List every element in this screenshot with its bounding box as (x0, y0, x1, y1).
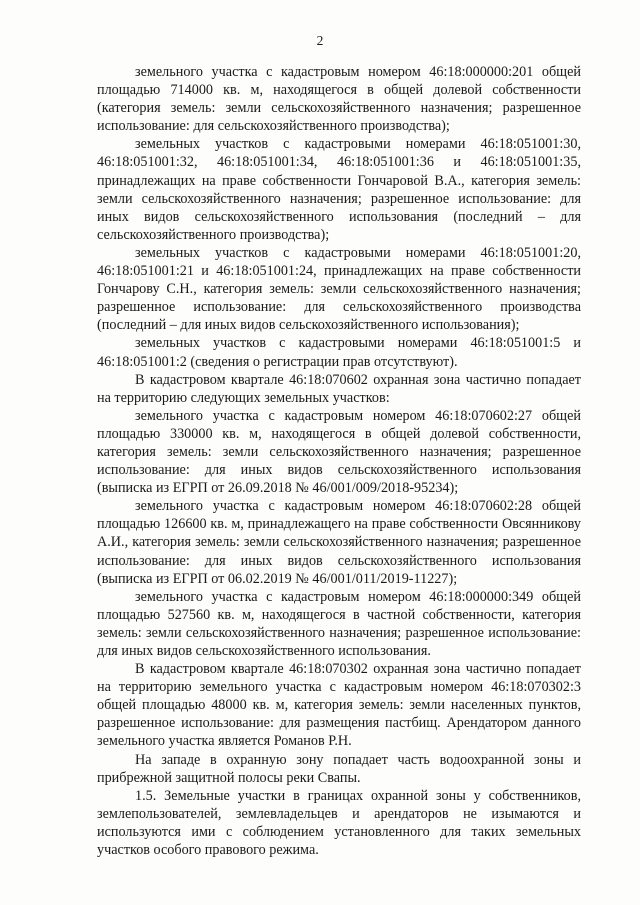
paragraph-plots-no-registration: земельных участков с кадастровыми номерами 46:18:051001:5 и 46:18:051001:2 (сведения о регистрации прав отсутствуют). (97, 335, 581, 370)
paragraph-plot-000000-349: земельного участка с кадастровым номером 46:18:000000:349 общей площадью 527560 кв. м, находящегося в частной собственности, категория земель: земли сельскохозяйственного назначения; разрешенное использование: для иных видов сельскохозяйственного использования. (97, 588, 581, 659)
page-number: 2 (316, 33, 324, 48)
paragraph-plots-goncharova: земельных участков с кадастровыми номерами 46:18:051001:30, 46:18:051001:32, 46:18:051001:34, 46:18:051001:36 и 46:18:051001:35, принадлежащих на праве собственности Гончаровой В.А., категория земель: земли сельскохозяйственного назначения; разрешенное использование: для иных видов сельскохозяйственного использования (последний – для сельскохозяйственного производства); (97, 136, 581, 243)
document-body (97, 63, 581, 859)
paragraph-plot-070602-27: земельного участка с кадастровым номером 46:18:070602:27 общей площадью 330000 кв. м, находящегося в общей долевой собственности, категория земель: земли сельскохозяйственного назначения; разрешенное использование: для иных видов сельскохозяйственного использования (выписка из ЕГРП от 26.09.2018 № 46/001/009/2018-95234); (97, 407, 581, 497)
paragraph-water-protection-zone: На западе в охранную зону попадает часть водоохранной зоны и прибрежной защитной полосы реки Свапы. (97, 751, 581, 786)
paragraph-plot-000000-201: земельного участка с кадастровым номером 46:18:000000:201 общей площадью 714000 кв. м, находящегося в общей долевой собственности (категория земель: земли сельскохозяйственного назначения; разрешенное использование: для сельскохозяйственного производства); (97, 64, 581, 135)
paragraph-quarter-070602: В кадастровом квартале 46:18:070602 охранная зона частично попадает на территорию следующих земельных участков: (97, 371, 581, 406)
paragraph-plot-070602-28: земельного участка с кадастровым номером 46:18:070602:28 общей площадью 126600 кв. м, принадлежащего на праве собственности Овсянникову А.И., категория земель: земли сельскохозяйственного назначения; разрешенное использование: для иных видов сельскохозяйственного использования (выписка из ЕГРП от 06.02.2019 № 46/001/011/2019-11227); (97, 498, 581, 587)
paragraph-section-1-5: 1.5. Земельные участки в границах охранной зоны у собственников, землепользователей, землевладельцев и арендаторов не изымаются и используются ими с соблюдением установленного для таких земельных участков особого правового режима. (97, 787, 581, 859)
paragraph-quarter-070302: В кадастровом квартале 46:18:070302 охранная зона частично попадает на территорию земельного участка с кадастровым номером 46:18:070302:3 общей площадью 48000 кв. м, категория земель: земли населенных пунктов, разрешенное использование: для размещения пастбищ. Арендатором данного земельного участка является Романов Р.Н. (97, 661, 581, 750)
paragraph-plots-goncharov: земельных участков с кадастровыми номерами 46:18:051001:20, 46:18:051001:21 и 46:18:051001:24, принадлежащих на праве собственности Гончарову С.Н., категория земель: земли сельскохозяйственного назначения; разрешенное использование: для сельскохозяйственного производства (последний – для иных видов сельскохозяйственного использования); (97, 244, 581, 334)
